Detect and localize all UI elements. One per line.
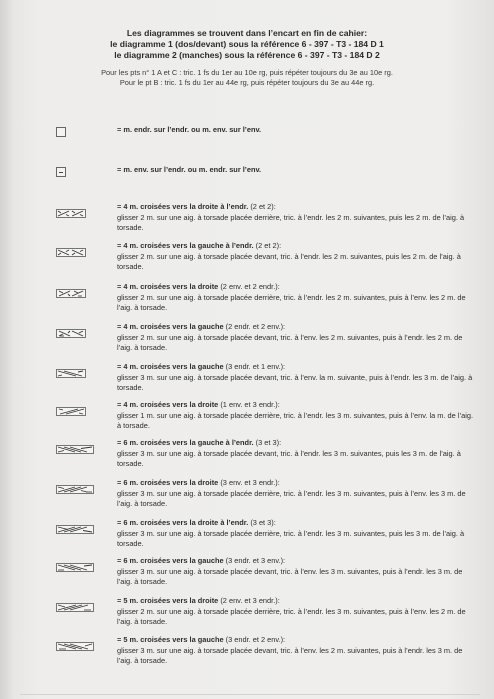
legend-title: = 6 m. croisées vers la gauche (117, 556, 224, 565)
legend-detail: (3 endr. et 3 env.): (223, 556, 286, 565)
legend-description: glisser 2 m. sur une aig. à torsade placée derrière, tric. à l’endr. les 2 m. suivantes, puis les 2 m. de l’aig. à torsade. (117, 212, 465, 233)
legend-title: = 6 m. croisées vers la gauche à l’endr. (117, 438, 254, 447)
legend-text (117, 556, 477, 588)
legend-text (117, 322, 477, 354)
legend-title: = 6 m. croisées vers la droite (117, 478, 219, 487)
cable-5-left-icon (56, 638, 94, 656)
legend-description: glisser 1 m. sur une aig. à torsade placée derrière, tric. à l’endr. les 3 m. suivantes, puis à l’env. la m. de l’aig. à torsade. (117, 410, 474, 431)
cable-5-right-icon (56, 599, 94, 617)
cable-6-right-icon (56, 521, 94, 539)
legend-description: glisser 3 m. sur une aig. à torsade placée devant, tric. à l’env. la m. suivante, puis à l’endr. les 3 m. de l’aig. à torsade. (117, 372, 473, 393)
header-line-1: Les diagrammes se trouvent dans l’encart en fin de cahier: (126, 28, 368, 38)
scan-bottom-edge (20, 694, 480, 695)
legend-title: = m. env. sur l’endr. ou m. endr. sur l’env. (117, 165, 262, 174)
legend-description: glisser 3 m. sur une aig. à torsade placée derrière, tric. à l’endr. les 3 m. suivantes, puis à l’env. les 3 m. de l’aig. à torsade. (117, 488, 466, 509)
legend-detail: (3 et 3): (253, 438, 282, 447)
stitch-repeat-notes (0, 68, 494, 88)
cable-4-left-31-icon (56, 365, 86, 383)
diagram-reference-header (0, 28, 494, 61)
legend-text (117, 438, 477, 470)
legend-title: = 4 m. croisées vers la gauche (117, 362, 224, 371)
legend-title: = 5 m. croisées vers la droite (117, 596, 219, 605)
legend-text (117, 400, 477, 432)
legend-description: glisser 2 m. sur une aig. à torsade placée devant, tric. à l’endr. les 2 m. suivantes, puis les 2 m. de l’aig. à torsade. (117, 251, 461, 272)
cable-6-left-purl-icon (56, 559, 94, 577)
cable-6-right-purl-icon (56, 481, 94, 499)
legend-title: = 4 m. croisées vers la gauche à l’endr. (117, 241, 254, 250)
header-line-2: le diagramme 1 (dos/devant) sous la référence 6 - 397 - T3 - 184 D 1 (110, 39, 384, 49)
empty-square-icon (56, 127, 66, 137)
legend-detail: (2 env. et 3 endr.): (218, 596, 280, 605)
legend-detail: (3 endr. et 1 env.): (223, 362, 286, 371)
header-line-3: le diagramme 2 (manches) sous la référence 6 - 397 - T3 - 184 D 2 (114, 50, 380, 60)
dash-square-icon (56, 167, 66, 177)
legend-description: glisser 2 m. sur une aig. à torsade placée derrière, tric. à l’endr. les 2 m. suivantes, puis à l’env. les 2 m. de l’aig. à torsade. (117, 292, 466, 313)
legend-detail: (3 env. et 3 endr.): (218, 478, 280, 487)
cable-4-right-icon (56, 205, 86, 223)
legend-text (117, 518, 477, 550)
legend-text (117, 241, 477, 273)
legend-title: = 6 m. croisées vers la droite à l’endr. (117, 518, 249, 527)
legend-detail: (2 et 2): (248, 202, 276, 211)
legend-title: = 4 m. croisées vers la droite (117, 400, 219, 409)
legend-title: = 4 m. croisées vers la droite (117, 282, 219, 291)
cable-4-right-13-icon (56, 403, 86, 421)
cable-4-right-purl-icon (56, 285, 86, 303)
legend-text (117, 635, 477, 667)
note-line-1: Pour les pts n° 1 A et C : tric. 1 fs du 1er au 10e rg, puis répéter toujours du 3e au 10e rg. (101, 68, 393, 77)
legend-detail: (3 endr. et 2 env.): (223, 635, 286, 644)
legend-title: = 4 m. croisées vers la gauche (117, 322, 224, 331)
scan-edge-shadow (0, 0, 14, 699)
cable-4-left-icon (56, 244, 86, 262)
cable-6-left-icon (56, 441, 94, 459)
legend-text (117, 478, 477, 510)
legend-text (117, 362, 477, 394)
legend-description: glisser 3 m. sur une aig. à torsade placée devant, tric. à l’endr. les 3 m. suivantes, puis les 3 m. de l’aig. à torsade. (117, 448, 461, 469)
legend-detail: (2 endr. et 2 env.): (223, 322, 286, 331)
legend-detail: (3 et 3): (248, 518, 276, 527)
legend-description: glisser 3 m. sur une aig. à torsade placée devant, tric. à l’env. les 3 m. suivantes, puis à l’endr. les 3 m. de l’aig. à torsade. (117, 566, 463, 587)
legend-text (117, 165, 477, 176)
note-line-2: Pour le pt B : tric. 1 fs du 1er au 44e rg, puis répéter toujours du 3e au 44e rg. (119, 78, 375, 87)
legend-detail: (2 et 2): (253, 241, 282, 250)
legend-text (117, 125, 477, 136)
legend-text (117, 282, 477, 314)
legend-detail: (2 env. et 2 endr.): (218, 282, 280, 291)
legend-detail: (1 env. et 3 endr.): (218, 400, 280, 409)
legend-description: glisser 2 m. sur une aig. à torsade placée devant, tric. à l’env. les 2 m. suivantes, puis à l’endr. les 2 m. de l’aig. à torsade. (117, 332, 463, 353)
legend-text (117, 596, 477, 628)
legend-description: glisser 3 m. sur une aig. à torsade placée derrière, tric. à l’endr. les 3 m. suivantes, puis les 3 m. de l’aig. à torsade. (117, 528, 465, 549)
legend-title: = m. endr. sur l’endr. ou m. env. sur l’env. (117, 125, 262, 134)
cable-4-left-purl-icon (56, 325, 86, 343)
legend-title: = 5 m. croisées vers la gauche (117, 635, 224, 644)
legend-description: glisser 3 m. sur une aig. à torsade placée devant, tric. à l’env. les 2 m. suivantes, puis à l’endr. les 3 m. de l’aig. à torsade. (117, 645, 463, 666)
legend-description: glisser 2 m. sur une aig. à torsade placée derrière, tric. à l’endr. les 3 m. suivantes, puis à l’env. les 2 m. de l’aig. à torsade. (117, 606, 466, 627)
legend-title: = 4 m. croisées vers la droite à l’endr. (117, 202, 249, 211)
legend-text (117, 202, 477, 234)
